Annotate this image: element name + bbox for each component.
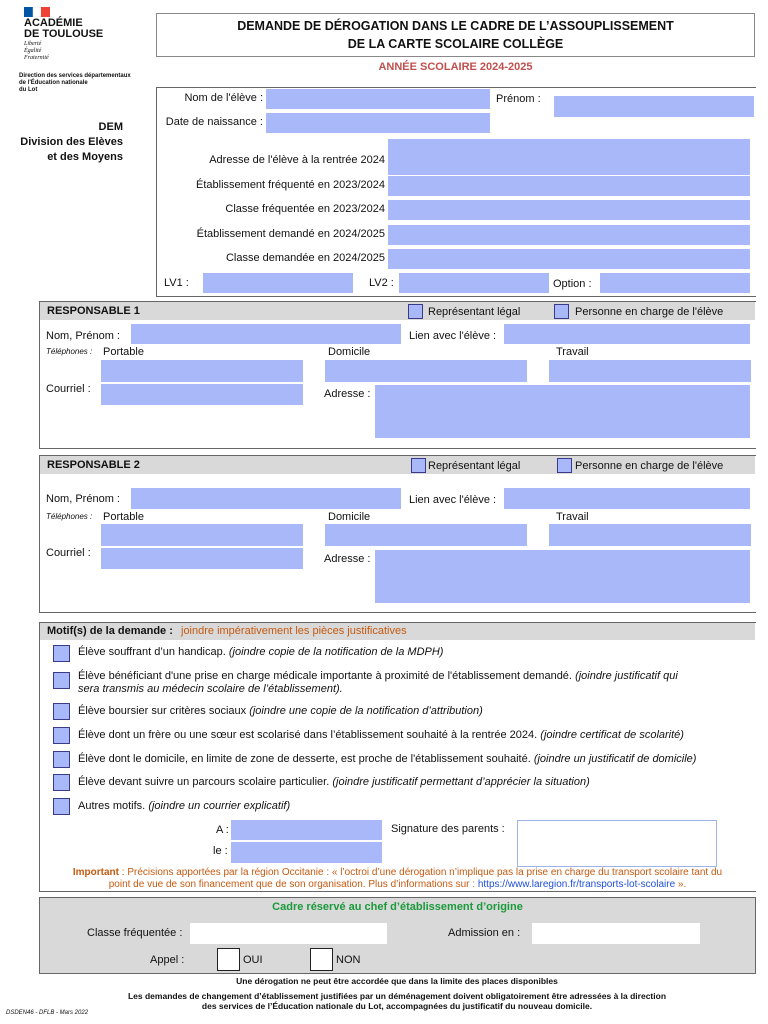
r2-charge-label: Personne en charge de l'élève bbox=[575, 460, 724, 472]
option-label: Option : bbox=[553, 278, 592, 290]
r1-nom-label: Nom, Prénom : bbox=[46, 330, 120, 342]
r1-portable-input[interactable] bbox=[101, 360, 303, 382]
nom-eleve-label: Nom de l'élève : bbox=[184, 92, 263, 104]
r2-nom-input[interactable] bbox=[131, 488, 401, 509]
date-input[interactable] bbox=[231, 842, 382, 863]
r1-domicile-label: Domicile bbox=[328, 346, 371, 358]
prenom-input[interactable] bbox=[554, 96, 754, 117]
motif-3-text: Élève boursier sur critères sociaux (joindre une copie de la notification d’attribution) bbox=[78, 705, 483, 717]
r2-legal-label: Représentant légal bbox=[428, 460, 521, 472]
dem-label: DEM bbox=[98, 121, 123, 133]
etab-demande-input[interactable] bbox=[388, 225, 750, 245]
cadre-classe-input[interactable] bbox=[190, 923, 387, 944]
adresse-eleve-label: Adresse de l'élève à la rentrée 2024 bbox=[209, 154, 385, 166]
classe-demandee-label: Classe demandée en 2024/2025 bbox=[225, 252, 385, 264]
appel-oui-label: OUI bbox=[243, 954, 263, 966]
r2-domicile-input[interactable] bbox=[325, 524, 527, 546]
classe-demandee-input[interactable] bbox=[388, 249, 750, 269]
region-link[interactable]: https://www.laregion.fr/transports-lot-scolaire bbox=[477, 879, 676, 890]
division-line2: et des Moyens bbox=[47, 151, 123, 163]
r2-portable-input[interactable] bbox=[101, 524, 303, 546]
appel-oui-checkbox[interactable] bbox=[217, 948, 240, 971]
prenom-label: Prénom : bbox=[496, 93, 541, 105]
cadre-admission-input[interactable] bbox=[532, 923, 700, 944]
direction-line1: Direction des services départementaux bbox=[19, 73, 131, 79]
signature-box[interactable] bbox=[517, 820, 717, 867]
r1-courriel-label: Courriel : bbox=[46, 383, 91, 395]
r2-adresse-input[interactable] bbox=[375, 550, 750, 603]
footer-ref: DSDEN46 - DFLB - Mars 2022 bbox=[6, 1010, 89, 1016]
logo-academie: ACADÉMIE bbox=[24, 17, 83, 29]
lieu-label: A : bbox=[216, 824, 229, 836]
r2-tel-label: Téléphones : bbox=[46, 512, 93, 521]
motif-4-checkbox[interactable] bbox=[53, 727, 70, 744]
cadre-admission-label: Admission en : bbox=[448, 927, 521, 939]
r2-charge-checkbox[interactable] bbox=[557, 458, 572, 473]
signature-label: Signature des parents : bbox=[391, 823, 505, 835]
motif-7-text: Autres motifs. (joindre un courrier explicatif) bbox=[78, 800, 291, 812]
cadre-classe-label: Classe fréquentée : bbox=[87, 927, 183, 939]
motif-1-checkbox[interactable] bbox=[53, 645, 70, 662]
responsable2-title: RESPONSABLE 2 bbox=[47, 459, 140, 471]
page-title-line2: DE LA CARTE SCOLAIRE COLLÈGE bbox=[347, 37, 564, 51]
motif-2-checkbox[interactable] bbox=[53, 672, 70, 689]
nom-eleve-input[interactable] bbox=[266, 89, 490, 109]
r2-portable-label: Portable bbox=[103, 511, 144, 523]
motto-liberte: Liberté bbox=[24, 41, 42, 47]
r1-tel-label: Téléphones : bbox=[46, 347, 93, 356]
r2-lien-input[interactable] bbox=[504, 488, 750, 509]
important-note: Important : Précisions apportées par la région Occitanie : « l’octroi d’une dérogation n’implique pas la prise en charge du transport scolaire tant du point de vue de son financement que de son organisation. Plus d’informations sur : https://www.laregion.fr/transports-lot-scolaire ». bbox=[72, 867, 723, 890]
motif-5-checkbox[interactable] bbox=[53, 751, 70, 768]
r1-adresse-input[interactable] bbox=[375, 385, 750, 438]
option-input[interactable] bbox=[600, 273, 750, 293]
appel-label: Appel : bbox=[150, 954, 185, 966]
appel-non-label: NON bbox=[336, 954, 361, 966]
classe-frequentee-label: Classe fréquentée en 2023/2024 bbox=[225, 203, 385, 215]
cadre-title: Cadre réservé au chef d’établissement d’origine bbox=[272, 901, 523, 913]
motifs-note: joindre impérativement les pièces justificatives bbox=[181, 625, 407, 637]
r1-charge-checkbox[interactable] bbox=[554, 304, 569, 319]
r1-charge-label: Personne en charge de l'élève bbox=[575, 306, 724, 318]
r1-legal-checkbox[interactable] bbox=[408, 304, 423, 319]
footer-note3: des services de l’Éducation nationale du Lot, accompagnées du justificatif du nouveau domicile. bbox=[201, 1001, 593, 1011]
footer-note1: Une dérogation ne peut être accordée que dans la limite des places disponibles bbox=[236, 976, 558, 986]
direction-line3: du Lot bbox=[19, 87, 38, 93]
r2-lien-label: Lien avec l'élève : bbox=[409, 494, 497, 506]
date-label: le : bbox=[213, 845, 228, 857]
lv1-label: LV1 : bbox=[164, 277, 189, 289]
motif-5-text: Élève dont le domicile, en limite de zone de desserte, est proche de l'établissement souhaité. (joindre un justificatif de domicile) bbox=[78, 753, 697, 765]
r1-courriel-input[interactable] bbox=[101, 384, 303, 405]
r1-legal-label: Représentant légal bbox=[428, 306, 521, 318]
r2-legal-checkbox[interactable] bbox=[411, 458, 426, 473]
r2-adresse-label: Adresse : bbox=[324, 553, 371, 565]
motif-1-text: Élève souffrant d’un handicap. (joindre copie de la notification de la MDPH) bbox=[78, 646, 444, 658]
motif-4-text: Élève dont un frère ou une sœur est scolarisé dans l’établissement souhaité à la rentrée 2024. (joindre certificat de scolarité) bbox=[78, 729, 684, 741]
page-title-line1: DEMANDE DE DÉROGATION DANS LE CADRE DE L’ASSOUPLISSEMENT bbox=[237, 19, 674, 33]
lieu-input[interactable] bbox=[231, 820, 382, 840]
r2-courriel-label: Courriel : bbox=[46, 547, 91, 559]
naissance-label: Date de naissance : bbox=[165, 116, 263, 128]
motif-6-checkbox[interactable] bbox=[53, 774, 70, 791]
r1-lien-label: Lien avec l'élève : bbox=[409, 330, 497, 342]
motif-7-checkbox[interactable] bbox=[53, 798, 70, 815]
naissance-input[interactable] bbox=[266, 113, 490, 133]
motif-3-checkbox[interactable] bbox=[53, 703, 70, 720]
r1-portable-label: Portable bbox=[103, 346, 144, 358]
etab-demande-label: Établissement demandé en 2024/2025 bbox=[196, 228, 385, 240]
etab-frequente-label: Établissement fréquenté en 2023/2024 bbox=[196, 179, 385, 191]
motifs-title: Motif(s) de la demande : bbox=[47, 625, 173, 637]
motto-egalite: Égalité bbox=[24, 48, 42, 54]
logo-toulouse: DE TOULOUSE bbox=[24, 28, 104, 40]
r2-nom-label: Nom, Prénom : bbox=[46, 493, 120, 505]
classe-frequentee-input[interactable] bbox=[388, 200, 750, 220]
r2-travail-input[interactable] bbox=[549, 524, 751, 546]
direction-line2: de l'Éducation nationale bbox=[19, 80, 88, 86]
motif-2-text: Élève bénéficiant d'une prise en charge médicale importante à proximité de l'établissement demandé. (joindre justificatif qui bbox=[78, 670, 678, 682]
school-year: ANNÉE SCOLAIRE 2024-2025 bbox=[378, 61, 533, 73]
marianne-logo bbox=[24, 7, 50, 17]
etab-frequente-input[interactable] bbox=[388, 176, 750, 196]
r1-adresse-label: Adresse : bbox=[324, 388, 371, 400]
motif-6-text: Élève devant suivre un parcours scolaire particulier. (joindre justificatif permettant d’apprécier la situation) bbox=[78, 776, 590, 788]
r2-courriel-input[interactable] bbox=[101, 548, 303, 569]
adresse-eleve-input[interactable] bbox=[388, 139, 750, 175]
lv1-input[interactable] bbox=[203, 273, 353, 293]
appel-non-checkbox[interactable] bbox=[310, 948, 333, 971]
r2-domicile-label: Domicile bbox=[328, 511, 371, 523]
r1-lien-input[interactable] bbox=[504, 324, 750, 344]
r1-nom-input[interactable] bbox=[131, 324, 401, 344]
responsable1-title: RESPONSABLE 1 bbox=[47, 305, 140, 317]
r1-domicile-input[interactable] bbox=[325, 360, 527, 382]
r1-travail-label: Travail bbox=[556, 346, 589, 358]
r2-travail-label: Travail bbox=[556, 511, 589, 523]
motif-2-note2: sera transmis au médecin scolaire de l’établissement). bbox=[78, 683, 343, 695]
division-line1: Division des Elèves bbox=[20, 136, 123, 148]
r1-travail-input[interactable] bbox=[549, 360, 751, 382]
lv2-input[interactable] bbox=[399, 273, 549, 293]
footer-note2: Les demandes de changement d’établissement justifiées par un déménagement doivent obligatoirement être adressées à la direction bbox=[127, 991, 667, 1001]
lv2-label: LV2 : bbox=[369, 277, 394, 289]
motto-fraternite: Fraternité bbox=[24, 55, 49, 61]
